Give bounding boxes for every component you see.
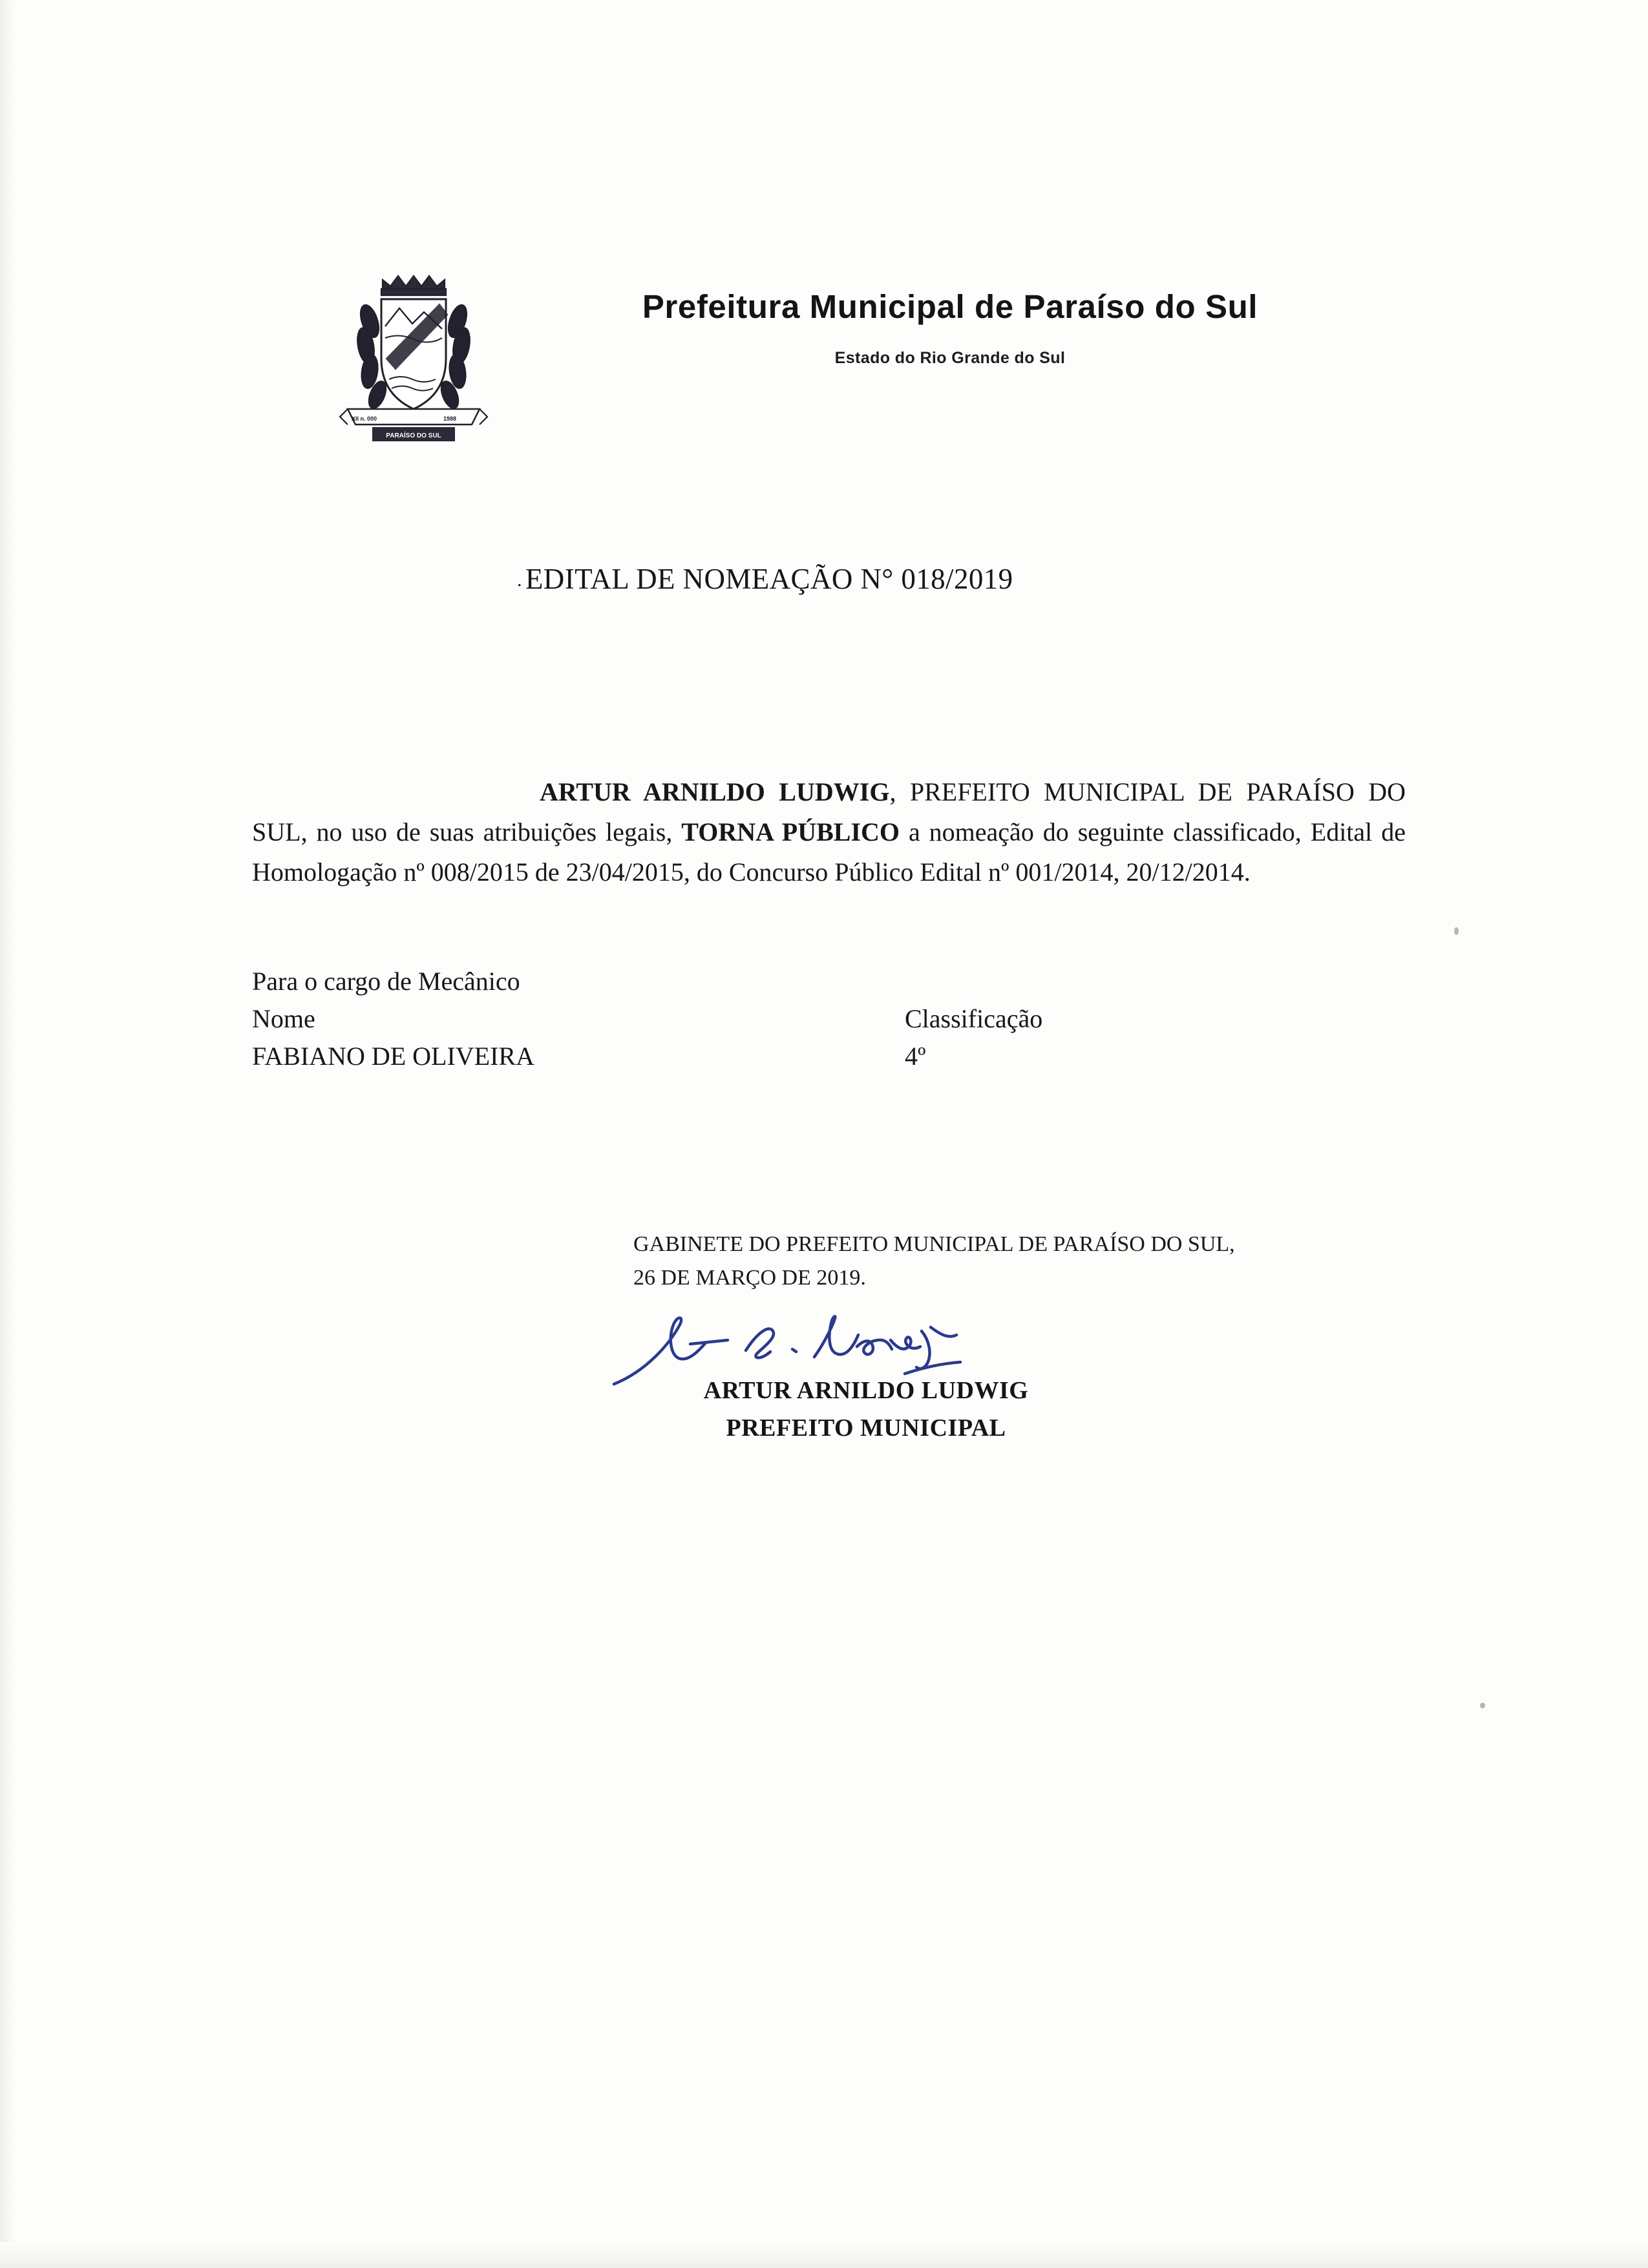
scan-speck: [1454, 927, 1459, 935]
position-line: Para o cargo de Mecânico: [252, 967, 520, 996]
organization-title: Prefeitura Municipal de Paraíso do Sul: [642, 288, 1258, 325]
header-text-block: [569, 288, 1331, 368]
svg-text:XII n. 000: XII n. 000: [352, 415, 377, 422]
page-title: [517, 562, 1013, 596]
closing-line-1: GABINETE DO PREFEITO MUNICIPAL DE PARAÍSO DO SUL,: [633, 1232, 1235, 1256]
document-header: [336, 262, 1344, 449]
table-header-row: [252, 1000, 1351, 1038]
cell-nome: FABIANO DE OLIVEIRA: [252, 1042, 534, 1071]
appointment-block: [252, 963, 1351, 1075]
officer-name-inline: ARTUR ARNILDO LUDWIG: [540, 777, 890, 806]
signature-role: PREFEITO MUNICIPAL: [726, 1414, 1006, 1442]
signature-name: ARTUR ARNILDO LUDWIG: [703, 1377, 1029, 1404]
paragraph-text-part2: a nomeação do seguinte classificado, Edital de Homologação nº 008/2015 de 23/04/2015, do Concurso Público Edital nº 001/2014, 20/12/2014.: [252, 817, 1406, 887]
stray-mark: .: [517, 569, 522, 591]
scan-speck: [1480, 1703, 1485, 1708]
cell-classificacao: 4º: [905, 1042, 926, 1071]
column-header-classificacao: Classificação: [905, 1004, 1043, 1033]
column-header-nome: Nome: [252, 1004, 315, 1033]
closing-line-2: 26 DE MARÇO DE 2019.: [633, 1266, 866, 1290]
page-title-text: EDITAL DE NOMEAÇÃO N° 018/2019: [525, 563, 1013, 595]
paragraph-emphasis: TORNA PÚBLICO: [681, 817, 900, 846]
coat-of-arms-icon: [336, 262, 491, 443]
closing-block: [633, 1228, 1474, 1295]
svg-text:1988: 1988: [443, 415, 457, 422]
paragraph-text-part1: , PREFEITO MUNICIPAL DE PARAÍSO DO SUL, no uso de suas atribuições legais,: [252, 777, 1406, 846]
table-row: [252, 1038, 1351, 1075]
state-subtitle: Estado do Rio Grande do Sul: [834, 349, 1066, 367]
main-paragraph: [252, 772, 1406, 892]
svg-text:PARAÍSO DO SUL: PARAÍSO DO SUL: [386, 432, 441, 439]
signature-block: [607, 1312, 1112, 1473]
